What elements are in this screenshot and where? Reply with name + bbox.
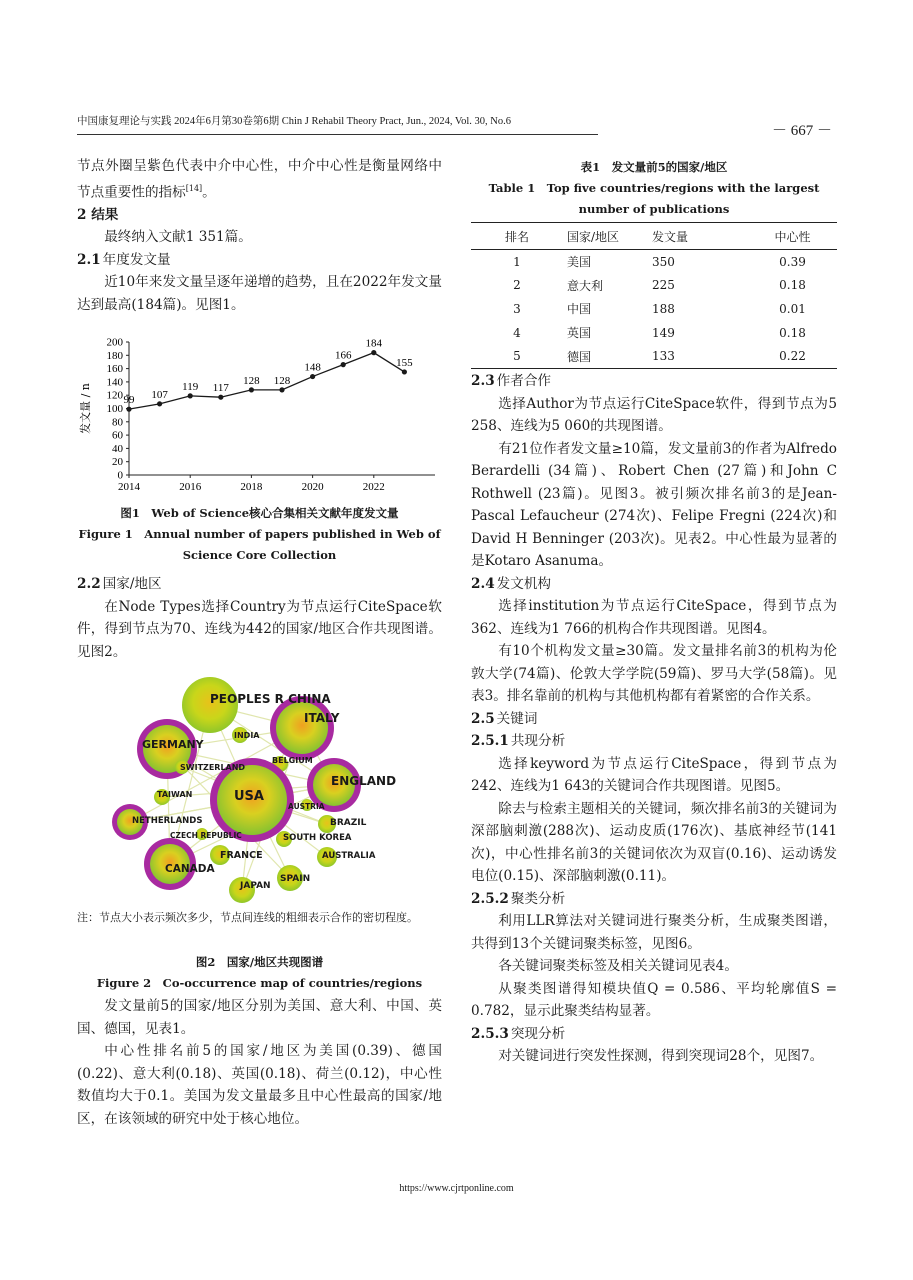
cell-publications: 133: [648, 344, 748, 368]
header-publications: 发文量: [648, 223, 748, 250]
cell-rank: 1: [513, 254, 521, 269]
data-point: [218, 395, 223, 400]
label-canada: CANADA: [165, 863, 215, 875]
data-point: [279, 387, 284, 392]
section-2-1-text: 近10年来发文量呈逐年递增的趋势，且在2022年发文量达到最高(184篇)。见图1。: [77, 274, 442, 313]
label-germany: GERMANY: [142, 738, 204, 751]
label-netherlands: NETHERLANDS: [132, 816, 203, 826]
label-usa: USA: [234, 789, 264, 804]
country-cooccurrence-network: [112, 672, 412, 904]
figure-2-caption-cn: 图2 国家/地区共现图谱: [195, 955, 324, 969]
table-1-caption-cn: 表1 发文量前5的国家/地区: [580, 160, 728, 174]
label-south-korea: SOUTH KOREA: [283, 833, 352, 843]
data-point: [371, 350, 376, 355]
cell-country: 美国: [567, 255, 592, 270]
cell-centrality: 0.18: [779, 278, 806, 293]
section-2-1-heading: 2.1 年度发文量: [77, 251, 171, 268]
figure-2-note: 注：节点大小表示频次多少，节点间连线的粗细表示合作的密切程度。: [77, 911, 418, 924]
left-column-bottom: [77, 995, 442, 1130]
label-taiwan: TAIWAN: [157, 790, 193, 799]
cell-country: 德国: [563, 344, 648, 368]
header-rank: 排名: [471, 223, 563, 250]
data-label: 166: [334, 349, 352, 362]
section-2-5-2-p1: 利用LLR算法对关键词进行聚类分析，生成聚类图谱，共得到13个关键词聚类标签，见图6。: [471, 913, 837, 952]
table-1: [471, 222, 837, 369]
section-2-3-p1: 选择Author为节点运行CiteSpace软件，得到节点为5 258、连线为5 060的共现图谱。: [471, 395, 837, 434]
x-tick-label: 2014: [118, 481, 140, 493]
cell-rank: 2: [513, 278, 521, 293]
cell-centrality: 0.22: [748, 344, 837, 368]
section-2-text: 最终纳入文献1 351篇。: [104, 229, 252, 246]
data-point: [341, 362, 346, 367]
section-2-4-p2: 有10个机构发文量≥30篇。发文量排名前3的机构为伦敦大学(74篇)、伦敦大学学院(59篇)、罗马大学(58篇)。见表3。排名靠前的机构与其他机构都有着紧密的合作关系。: [471, 643, 837, 704]
label-england: ENGLAND: [331, 774, 397, 788]
section-2-5-1-p2: 除去与检索主题相关的关键词，频次排名前3的关键词为深部脑刺激(288次)、运动皮质(176次)、基底神经节(141次)，中心性排名前3的关键词依次为双盲(0.16)、运动诱发电位(0.15)、深部脑刺激(0.11)。: [471, 800, 837, 884]
y-tick-label: 80: [112, 416, 123, 429]
cell-rank: 5: [471, 344, 563, 368]
y-tick-label: 40: [112, 442, 123, 455]
label-switzerland: SWITZERLAND: [180, 763, 246, 772]
series-line: [129, 353, 404, 410]
data-label: 119: [182, 380, 199, 393]
section-2-2-text: 在Node Types选择Country为节点运行CiteSpace软件，得到节点为70、连线为442的国家/地区合作共现图谱。见图2。: [77, 598, 442, 660]
cell-centrality: 0.39: [779, 254, 806, 269]
cell-country: 英国: [567, 326, 592, 341]
y-tick-label: 120: [106, 389, 123, 402]
data-label: 128: [273, 374, 291, 387]
y-axis-label: 发文量 / n: [79, 383, 92, 434]
left-column-top: [77, 155, 442, 316]
section-2-5-heading: 2.5 关键词: [471, 710, 538, 727]
cell-centrality: 0.01: [779, 301, 806, 316]
cell-country: 意大利: [567, 278, 604, 293]
figure-1-caption: [77, 503, 442, 566]
x-tick-label: 2016: [179, 481, 202, 493]
table-row: [471, 297, 837, 321]
table-row: [471, 274, 837, 298]
table-header-row: [471, 223, 837, 250]
data-label: 128: [243, 374, 260, 387]
data-point: [310, 374, 315, 379]
section-2-3-p2: 有21位作者发文量≥10篇，发文量前3的作者为Alfredo Berardelli (34篇)、Robert Chen (27篇)和John C Rothwell (23篇)。见图3。被引频次排名前3的是Jean-Pascal Lefaucheur (274次)、Felipe Fregni (224次)和David H Benninger (203次)。见表2。中心性最为显著的是Kotaro Asanuma。: [471, 440, 837, 569]
section-2-5-3-p1: 对关键词进行突发性探测，得到突现词28个，见图7。: [498, 1048, 824, 1064]
section-2-5-2-heading: 2.5.2 聚类分析: [471, 890, 566, 907]
cell-country: 中国: [567, 302, 592, 317]
y-tick-label: 20: [112, 456, 123, 469]
cell-publications: 149: [652, 325, 675, 340]
figure-2-caption: [77, 952, 442, 994]
cell-rank: 3: [513, 301, 521, 316]
section-2-3-heading: 2.3 作者合作: [471, 373, 552, 389]
table-1-caption: [471, 157, 837, 220]
section-2-4-heading: 2.4 发文机构: [471, 575, 552, 592]
section-2-4-p1: 选择institution为节点运行CiteSpace，得到节点为362、连线为1 766的机构合作共现图谱。见图4。: [471, 598, 837, 637]
data-point: [402, 369, 407, 374]
label-peoples-r-china: PEOPLES R CHINA: [210, 692, 331, 706]
label-italy: ITALY: [304, 711, 340, 725]
y-tick-label: 200: [106, 336, 123, 349]
label-brazil: BRAZIL: [330, 818, 367, 828]
label-austria: AUSTRIA: [288, 802, 325, 811]
section-2-2-heading: 2.2 国家/地区: [77, 576, 162, 592]
data-label: 107: [151, 388, 168, 401]
table-1-caption-en: Table 1 Top five countries/regions with the largest number of publications: [488, 181, 820, 216]
cell-publications: 225: [652, 278, 675, 293]
label-australia: AUSTRALIA: [322, 851, 376, 861]
intro-paragraph: 节点外圈呈紫色代表中介中心性，中介中心性是衡量网络中节点重要性的指标[14]。: [77, 158, 442, 201]
label-india: INDIA: [234, 731, 260, 740]
page-number: － 667 －: [772, 123, 833, 139]
right-column: [471, 370, 837, 1068]
cell-rank: 4: [513, 325, 521, 340]
label-czech-republic: CZECH REPUBLIC: [170, 831, 242, 840]
figure-1-caption-en: Figure 1 Annual number of papers published in Web of Science Core Collection: [78, 527, 441, 562]
section-2-5-2-p2: 各关键词聚类标签及相关关键词见表4。: [498, 958, 738, 974]
label-japan: JAPAN: [240, 881, 271, 891]
figure-2-caption-en: Figure 2 Co-occurrence map of countries/regions: [96, 976, 423, 990]
section-2-2: [77, 573, 442, 663]
y-tick-label: 140: [106, 376, 123, 389]
label-france: FRANCE: [220, 850, 263, 861]
table-row: [471, 321, 837, 345]
annual-papers-line-chart: [77, 330, 442, 500]
header-rule: [77, 134, 598, 135]
data-label: 184: [365, 337, 383, 350]
data-point: [126, 407, 131, 412]
footer-url: https://www.cjrtponline.com: [399, 1183, 514, 1194]
running-title: 中国康复理论与实践 2024年6月第30卷第6期 Chin J Rehabil Theory Pract, Jun., 2024, Vol. 30, No.6: [77, 116, 511, 127]
data-label: 148: [304, 361, 321, 374]
y-tick-label: 0: [117, 469, 123, 482]
data-point: [188, 393, 193, 398]
section-2-5-1-heading: 2.5.1 共现分析: [471, 733, 566, 749]
reference-marker: [14]: [185, 183, 203, 193]
section-2-title: 2 结果: [77, 206, 119, 223]
y-tick-label: 60: [112, 429, 123, 442]
table-row: [471, 250, 837, 274]
figure-1-caption-cn: 图1 Web of Science核心合集相关文献年度发文量: [120, 506, 399, 520]
data-label: 117: [212, 382, 229, 395]
y-tick-label: 180: [106, 349, 123, 362]
cell-publications: 350: [652, 254, 675, 269]
label-spain: SPAIN: [280, 874, 311, 884]
x-tick-label: 2020: [301, 481, 324, 493]
label-belgium: BELGIUM: [272, 756, 313, 765]
table-row: [471, 344, 837, 368]
x-tick-label: 2022: [362, 481, 385, 493]
data-point: [249, 387, 254, 392]
y-tick-label: 100: [106, 403, 123, 415]
node-italy: [276, 702, 328, 754]
section-2-5-3-heading: 2.5.3 突现分析: [471, 1025, 566, 1042]
data-label: 155: [396, 356, 413, 369]
section-2-5-2-p3: 从聚类图谱得知模块值Q = 0.586、平均轮廓值S = 0.782，显示此聚类结构显著。: [471, 980, 837, 1019]
header-country: 国家/地区: [563, 223, 648, 250]
y-tick-label: 160: [106, 363, 123, 376]
cell-centrality: 0.18: [779, 325, 806, 340]
x-tick-label: 2018: [240, 481, 263, 493]
top5-paragraph: 发文量前5的国家/地区分别为美国、意大利、中国、英国、德国，见表1。: [77, 998, 442, 1037]
data-label: 99: [123, 394, 135, 407]
header-centrality: 中心性: [748, 223, 837, 250]
centrality-paragraph: 中心性排名前5的国家/地区为美国(0.39)、德国(0.22)、意大利(0.18)、英国(0.18)、荷兰(0.12)，中心性数值均大于0.1。美国为发文量最多且中心性最高的国家/地区，在该领域的研究中处于核心地位。: [77, 1043, 442, 1127]
section-2-5-1-p1: 选择keyword为节点运行CiteSpace，得到节点为242、连线为1 643的关键词合作共现图谱。见图5。: [471, 755, 837, 794]
data-point: [157, 401, 162, 406]
cell-publications: 188: [652, 301, 675, 316]
